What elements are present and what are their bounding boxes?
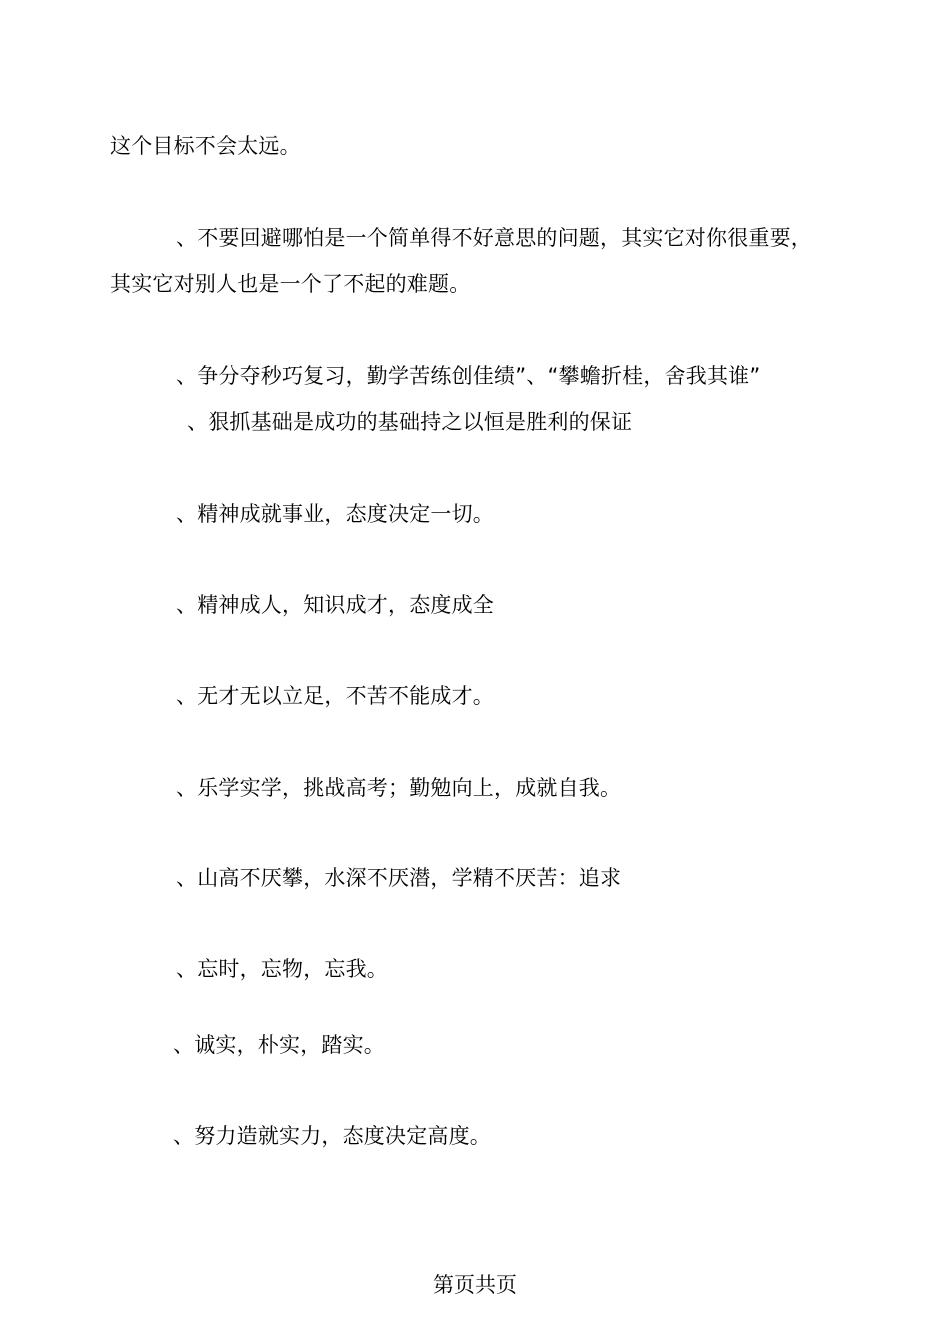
text-line-5: 、狠抓基础是成功的基础持之以恒是胜利的保证 [187,410,633,434]
text-line-3: 其实它对别人也是一个了不起的难题。 [110,272,471,296]
text-line-1: 这个目标不会太远。 [110,134,301,158]
text-line-2: 、不要回避哪怕是一个简单得不好意思的问题，其实它对你很重要， [176,226,812,250]
text-line-11: 、忘时，忘物，忘我。 [176,957,388,981]
page-footer: 第页共页 [433,1273,517,1297]
text-line-7: 、精神成人，知识成才，态度成全 [176,593,494,617]
text-line-4: 、争分夺秒巧复习，勤学苦练创佳绩”、“攀蟾折桂，舍我其谁” [176,364,761,388]
text-line-6: 、精神成就事业，态度决定一切。 [176,502,494,526]
text-line-12: 、诚实，朴实，踏实。 [173,1033,385,1057]
text-line-13: 、努力造就实力，态度决定高度。 [173,1124,491,1148]
text-line-8: 、无才无以立足，不苦不能成才。 [176,684,494,708]
text-line-9: 、乐学实学，挑战高考；勤勉向上，成就自我。 [176,776,622,800]
text-line-10: 、山高不厌攀，水深不厌潜，学精不厌苦：追求 [176,866,622,890]
